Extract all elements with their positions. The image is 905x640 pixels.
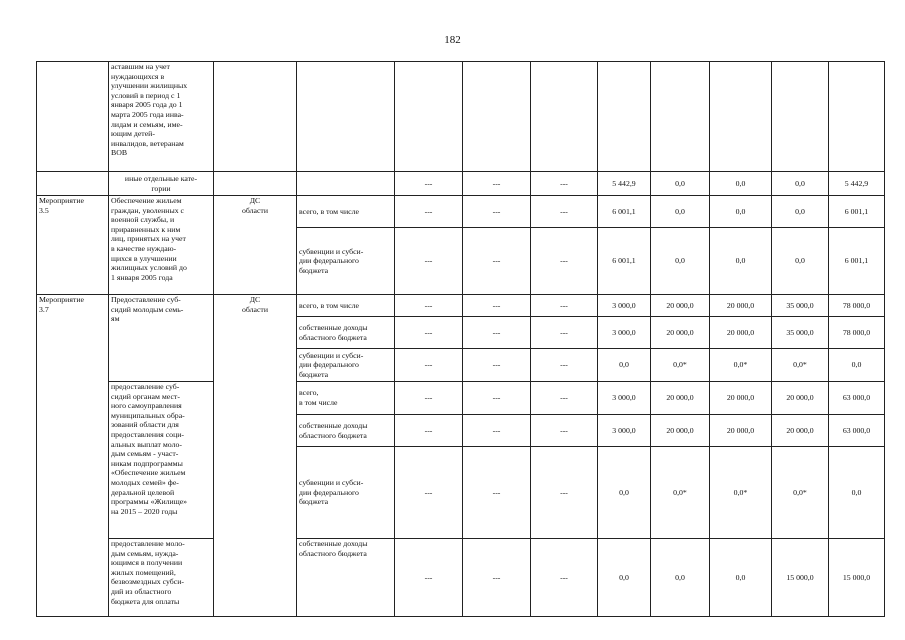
table-cell: 0,0* <box>710 349 772 382</box>
table-cell: --- <box>395 228 463 295</box>
table-cell: 0,0 <box>598 349 651 382</box>
event-description: Предоставление суб- сидий молодым семь- ям <box>109 295 214 382</box>
table-cell: 6 001,1 <box>829 196 885 228</box>
table-cell: --- <box>463 349 531 382</box>
table-cell: --- <box>463 295 531 317</box>
table-cell: --- <box>395 196 463 228</box>
table-cell: 20 000,0 <box>710 382 772 415</box>
table-cell: 15 000,0 <box>772 539 829 617</box>
table-cell: 6 001,1 <box>829 228 885 295</box>
table-cell: 0,0 <box>829 447 885 539</box>
table-cell: 0,0 <box>651 196 710 228</box>
funding-source: всего, в том числе <box>297 295 395 317</box>
table-cell: 0,0 <box>710 172 772 196</box>
table-cell: --- <box>531 415 598 447</box>
table-cell: --- <box>463 415 531 447</box>
table-row <box>37 382 885 415</box>
executor: ДС области <box>214 295 297 617</box>
funding-source: собственные доходы областного бюджета <box>297 539 395 617</box>
table-cell: 63 000,0 <box>829 415 885 447</box>
table-cell: --- <box>463 172 531 196</box>
table-cell: --- <box>395 295 463 317</box>
table-cell: 15 000,0 <box>829 539 885 617</box>
table-cell: 20 000,0 <box>772 415 829 447</box>
table-cell: 78 000,0 <box>829 317 885 349</box>
table-cell: --- <box>463 196 531 228</box>
funding-source: всего, в том числе <box>297 382 395 415</box>
table-cell: --- <box>463 539 531 617</box>
table-cell: 6 001,1 <box>598 196 651 228</box>
event-description: предоставление суб- сидий органам мест- ного самоуправления муниципальных обра- зований области для предоставления соци- альных выплат моло- дым семьям - участ- никам подпрограммы «Обеспечение жильем молодых семей» фе- деральной целевой программы «Жилище» на 2015 – 2020 годы <box>109 382 214 539</box>
funding-source: собственные доходы областного бюджета <box>297 415 395 447</box>
table-row <box>37 62 885 172</box>
table-cell: --- <box>531 228 598 295</box>
event-description: иные отдельные кате- гории <box>109 172 214 196</box>
table-cell: --- <box>395 539 463 617</box>
funding-source: собственные доходы областного бюджета <box>297 317 395 349</box>
table-cell: --- <box>531 349 598 382</box>
table-cell: 78 000,0 <box>829 295 885 317</box>
table-cell: 3 000,0 <box>598 295 651 317</box>
table-cell: 20 000,0 <box>651 382 710 415</box>
table-cell: 3 000,0 <box>598 382 651 415</box>
table-cell: --- <box>463 317 531 349</box>
funding-source: субвенции и субси- дии федерального бюджета <box>297 447 395 539</box>
table-cell: --- <box>463 228 531 295</box>
table-row <box>37 196 885 228</box>
event-description: Обеспечение жильем граждан, уволенных с военной службы, и приравненных к ним лиц, принятых на учет в качестве нуждаю- щихся в улучшении жилищных условий до 1 января 2005 года <box>109 196 214 295</box>
budget-table <box>36 61 885 617</box>
event-label: Мероприятие 3.5 <box>37 196 109 295</box>
table-cell: 0,0 <box>651 172 710 196</box>
table-cell: 35 000,0 <box>772 295 829 317</box>
table-cell: 0,0* <box>651 447 710 539</box>
table-cell: --- <box>531 447 598 539</box>
table-cell: 6 001,1 <box>598 228 651 295</box>
table-cell: 0,0 <box>772 172 829 196</box>
table-cell: 0,0 <box>772 196 829 228</box>
table-cell: --- <box>463 447 531 539</box>
table-cell: 5 442,9 <box>598 172 651 196</box>
page-number: 182 <box>444 34 461 46</box>
table-cell: 0,0 <box>710 228 772 295</box>
table-cell: 3 000,0 <box>598 415 651 447</box>
table-cell: 0,0 <box>651 228 710 295</box>
table-cell: 20 000,0 <box>772 382 829 415</box>
table-row <box>37 172 885 196</box>
table-cell: --- <box>531 539 598 617</box>
table-cell: --- <box>531 295 598 317</box>
table-cell: --- <box>531 196 598 228</box>
table-cell: --- <box>531 382 598 415</box>
funding-source: субвенции и субси- дии федерального бюджета <box>297 349 395 382</box>
table-cell: --- <box>395 317 463 349</box>
table-cell: 5 442,9 <box>829 172 885 196</box>
table-cell: 20 000,0 <box>710 415 772 447</box>
table-cell: 3 000,0 <box>598 317 651 349</box>
table-cell: 0,0 <box>710 539 772 617</box>
table-cell: --- <box>395 415 463 447</box>
funding-source: всего, в том числе <box>297 196 395 228</box>
table-row <box>37 539 885 617</box>
table-cell: 20 000,0 <box>651 317 710 349</box>
table-cell: 20 000,0 <box>710 295 772 317</box>
funding-source: субвенции и субси- дии федерального бюджета <box>297 228 395 295</box>
table-cell: 63 000,0 <box>829 382 885 415</box>
table-cell: 0,0 <box>829 349 885 382</box>
table-cell: 20 000,0 <box>710 317 772 349</box>
table-cell: 20 000,0 <box>651 415 710 447</box>
event-label: Мероприятие 3.7 <box>37 295 109 617</box>
table-cell: 0,0* <box>710 447 772 539</box>
table-cell: 0,0* <box>772 349 829 382</box>
table-cell: --- <box>531 172 598 196</box>
table-cell: 20 000,0 <box>651 295 710 317</box>
table-cell: --- <box>395 382 463 415</box>
table-cell: --- <box>531 317 598 349</box>
table-cell: 0,0 <box>651 539 710 617</box>
table-cell: 0,0 <box>598 447 651 539</box>
event-description: предоставление моло- дым семьям, нужда- ющимся в получении жилых помещений, безвозмездных субси- дий из областного бюджета для оплаты <box>109 539 214 617</box>
table-cell: 0,0 <box>772 228 829 295</box>
table-cell: 0,0* <box>651 349 710 382</box>
event-description: аставшим на учет нуждающихся в улучшении жилищных условий в период с 1 января 2005 года до 1 марта 2005 года инва- лидам и семьям, име- ющим детей- инвалидов, ветеранам ВОВ <box>109 62 214 172</box>
executor: ДС области <box>214 196 297 295</box>
table-cell: --- <box>395 349 463 382</box>
table-cell: --- <box>395 172 463 196</box>
table-cell: 0,0 <box>598 539 651 617</box>
table-cell: 0,0* <box>772 447 829 539</box>
table-row <box>37 295 885 317</box>
table-cell: --- <box>395 447 463 539</box>
table-cell: 0,0 <box>710 196 772 228</box>
table-cell: 35 000,0 <box>772 317 829 349</box>
table-cell: --- <box>463 382 531 415</box>
